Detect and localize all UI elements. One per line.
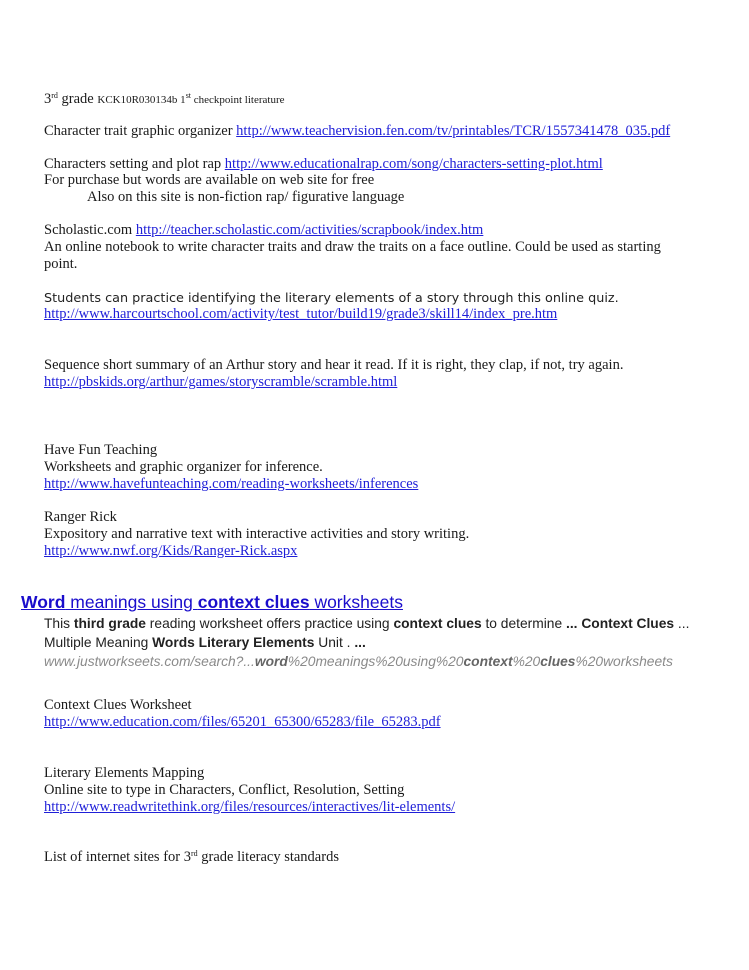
checkpoint-code: KCK10R030134b 1 xyxy=(97,94,186,106)
entry-scholastic xyxy=(44,222,483,239)
document-footer xyxy=(44,849,339,866)
entry-arthur xyxy=(44,374,397,391)
entry-trait-organizer xyxy=(44,123,670,140)
document-header xyxy=(44,91,285,109)
search-result-url xyxy=(44,652,694,671)
harcourt-link[interactable]: http://www.harcourtschool.com/activity/test_tutor/build19/grade3/skill14/index_pre.htm xyxy=(44,306,558,322)
harcourt-desc: Students can practice identifying the literary elements of a story through this online quiz. xyxy=(44,291,619,306)
entry-rap xyxy=(44,156,603,173)
url-part: word xyxy=(254,654,288,669)
lit-mapping-link[interactable]: http://www.readwritethink.org/files/resources/interactives/lit-elements/ xyxy=(44,799,456,815)
url-part: %20 xyxy=(512,654,541,669)
havefun-link[interactable]: http://www.havefunteaching.com/reading-worksheets/inferences xyxy=(44,476,419,492)
lit-mapping-desc: Online site to type in Characters, Conflict, Resolution, Setting xyxy=(44,782,405,798)
url-part: www.justworkseets.com/search?... xyxy=(44,654,255,669)
entry-context-worksheet xyxy=(44,714,441,731)
ranger-link[interactable]: http://www.nwf.org/Kids/Ranger-Rick.aspx xyxy=(44,543,298,559)
entry-label: Scholastic.com xyxy=(44,222,136,238)
title-part: context clues xyxy=(197,592,310,612)
snippet-part: ... Multiple Meaning xyxy=(44,616,690,650)
snippet-part: third grade xyxy=(73,616,146,631)
footer-text: List of internet sites for 3 xyxy=(44,849,191,865)
search-result-title-link[interactable] xyxy=(21,592,403,612)
arthur-link[interactable]: http://pbskids.org/arthur/games/storyscramble/scramble.html xyxy=(44,374,398,390)
lit-mapping-title: Literary Elements Mapping xyxy=(44,765,205,781)
url-part: %20worksheets xyxy=(575,654,673,669)
grade-number: 3 xyxy=(44,91,52,107)
rap-note-2: Also on this site is non-fiction rap/ figurative language xyxy=(87,189,405,205)
entry-ranger xyxy=(44,543,297,560)
snippet-part: This xyxy=(44,616,74,631)
trait-organizer-link[interactable]: http://www.teachervision.fen.com/tv/printables/TCR/1557341478_035.pdf xyxy=(236,123,671,139)
footer-text-suffix: grade literacy standards xyxy=(197,849,339,865)
rap-link[interactable]: http://www.educationalrap.com/song/characters-setting-plot.html xyxy=(224,156,603,172)
rap-note-1: For purchase but words are available on web site for free xyxy=(44,172,375,188)
havefun-desc: Worksheets and graphic organizer for inference. xyxy=(44,459,323,475)
context-worksheet-link[interactable]: http://www.education.com/files/65201_65300/65283/file_65283.pdf xyxy=(44,714,441,730)
snippet-part: to determine xyxy=(481,616,566,631)
arthur-desc: Sequence short summary of an Arthur story and hear it read. If it is right, they clap, if not, try again. xyxy=(44,357,624,373)
url-part: context xyxy=(463,654,513,669)
entry-harcourt xyxy=(44,306,557,323)
grade-ordinal: rd xyxy=(51,91,58,100)
footer-ordinal: rd xyxy=(190,849,198,858)
checkpoint-ordinal: st xyxy=(185,91,192,100)
scholastic-desc-1: An online notebook to write character traits and draw the traits on a face outline. Could be used as starting xyxy=(44,239,661,255)
url-part: clues xyxy=(540,654,576,669)
ranger-desc: Expository and narrative text with interactive activities and story writing. xyxy=(44,526,470,542)
havefun-title: Have Fun Teaching xyxy=(44,442,158,458)
ranger-title: Ranger Rick xyxy=(44,509,117,525)
checkpoint-label: checkpoint literature xyxy=(191,94,285,106)
entry-label: Characters setting and plot rap xyxy=(44,156,225,172)
snippet-part: context clues xyxy=(393,616,482,631)
snippet-part: reading worksheet offers practice using xyxy=(145,616,394,631)
snippet-part: Words Literary Elements xyxy=(152,635,315,650)
grade-word: grade xyxy=(57,91,98,107)
url-part: %20meanings%20using%20 xyxy=(287,654,464,669)
title-part: Word xyxy=(21,592,66,612)
context-worksheet-title: Context Clues Worksheet xyxy=(44,697,192,713)
snippet-part: ... Context Clues xyxy=(565,616,675,631)
title-part: worksheets xyxy=(309,592,403,612)
snippet-part: ... xyxy=(354,635,366,650)
title-part: meanings using xyxy=(65,592,198,612)
entry-havefun xyxy=(44,476,418,493)
snippet-part: Unit . xyxy=(314,635,355,650)
scholastic-link[interactable]: http://teacher.scholastic.com/activities/scrapbook/index.htm xyxy=(135,222,484,238)
entry-lit-mapping xyxy=(44,799,455,816)
entry-label: Character trait graphic organizer xyxy=(44,123,237,139)
search-result-snippet xyxy=(44,614,694,652)
scholastic-desc-2: point. xyxy=(44,256,78,272)
